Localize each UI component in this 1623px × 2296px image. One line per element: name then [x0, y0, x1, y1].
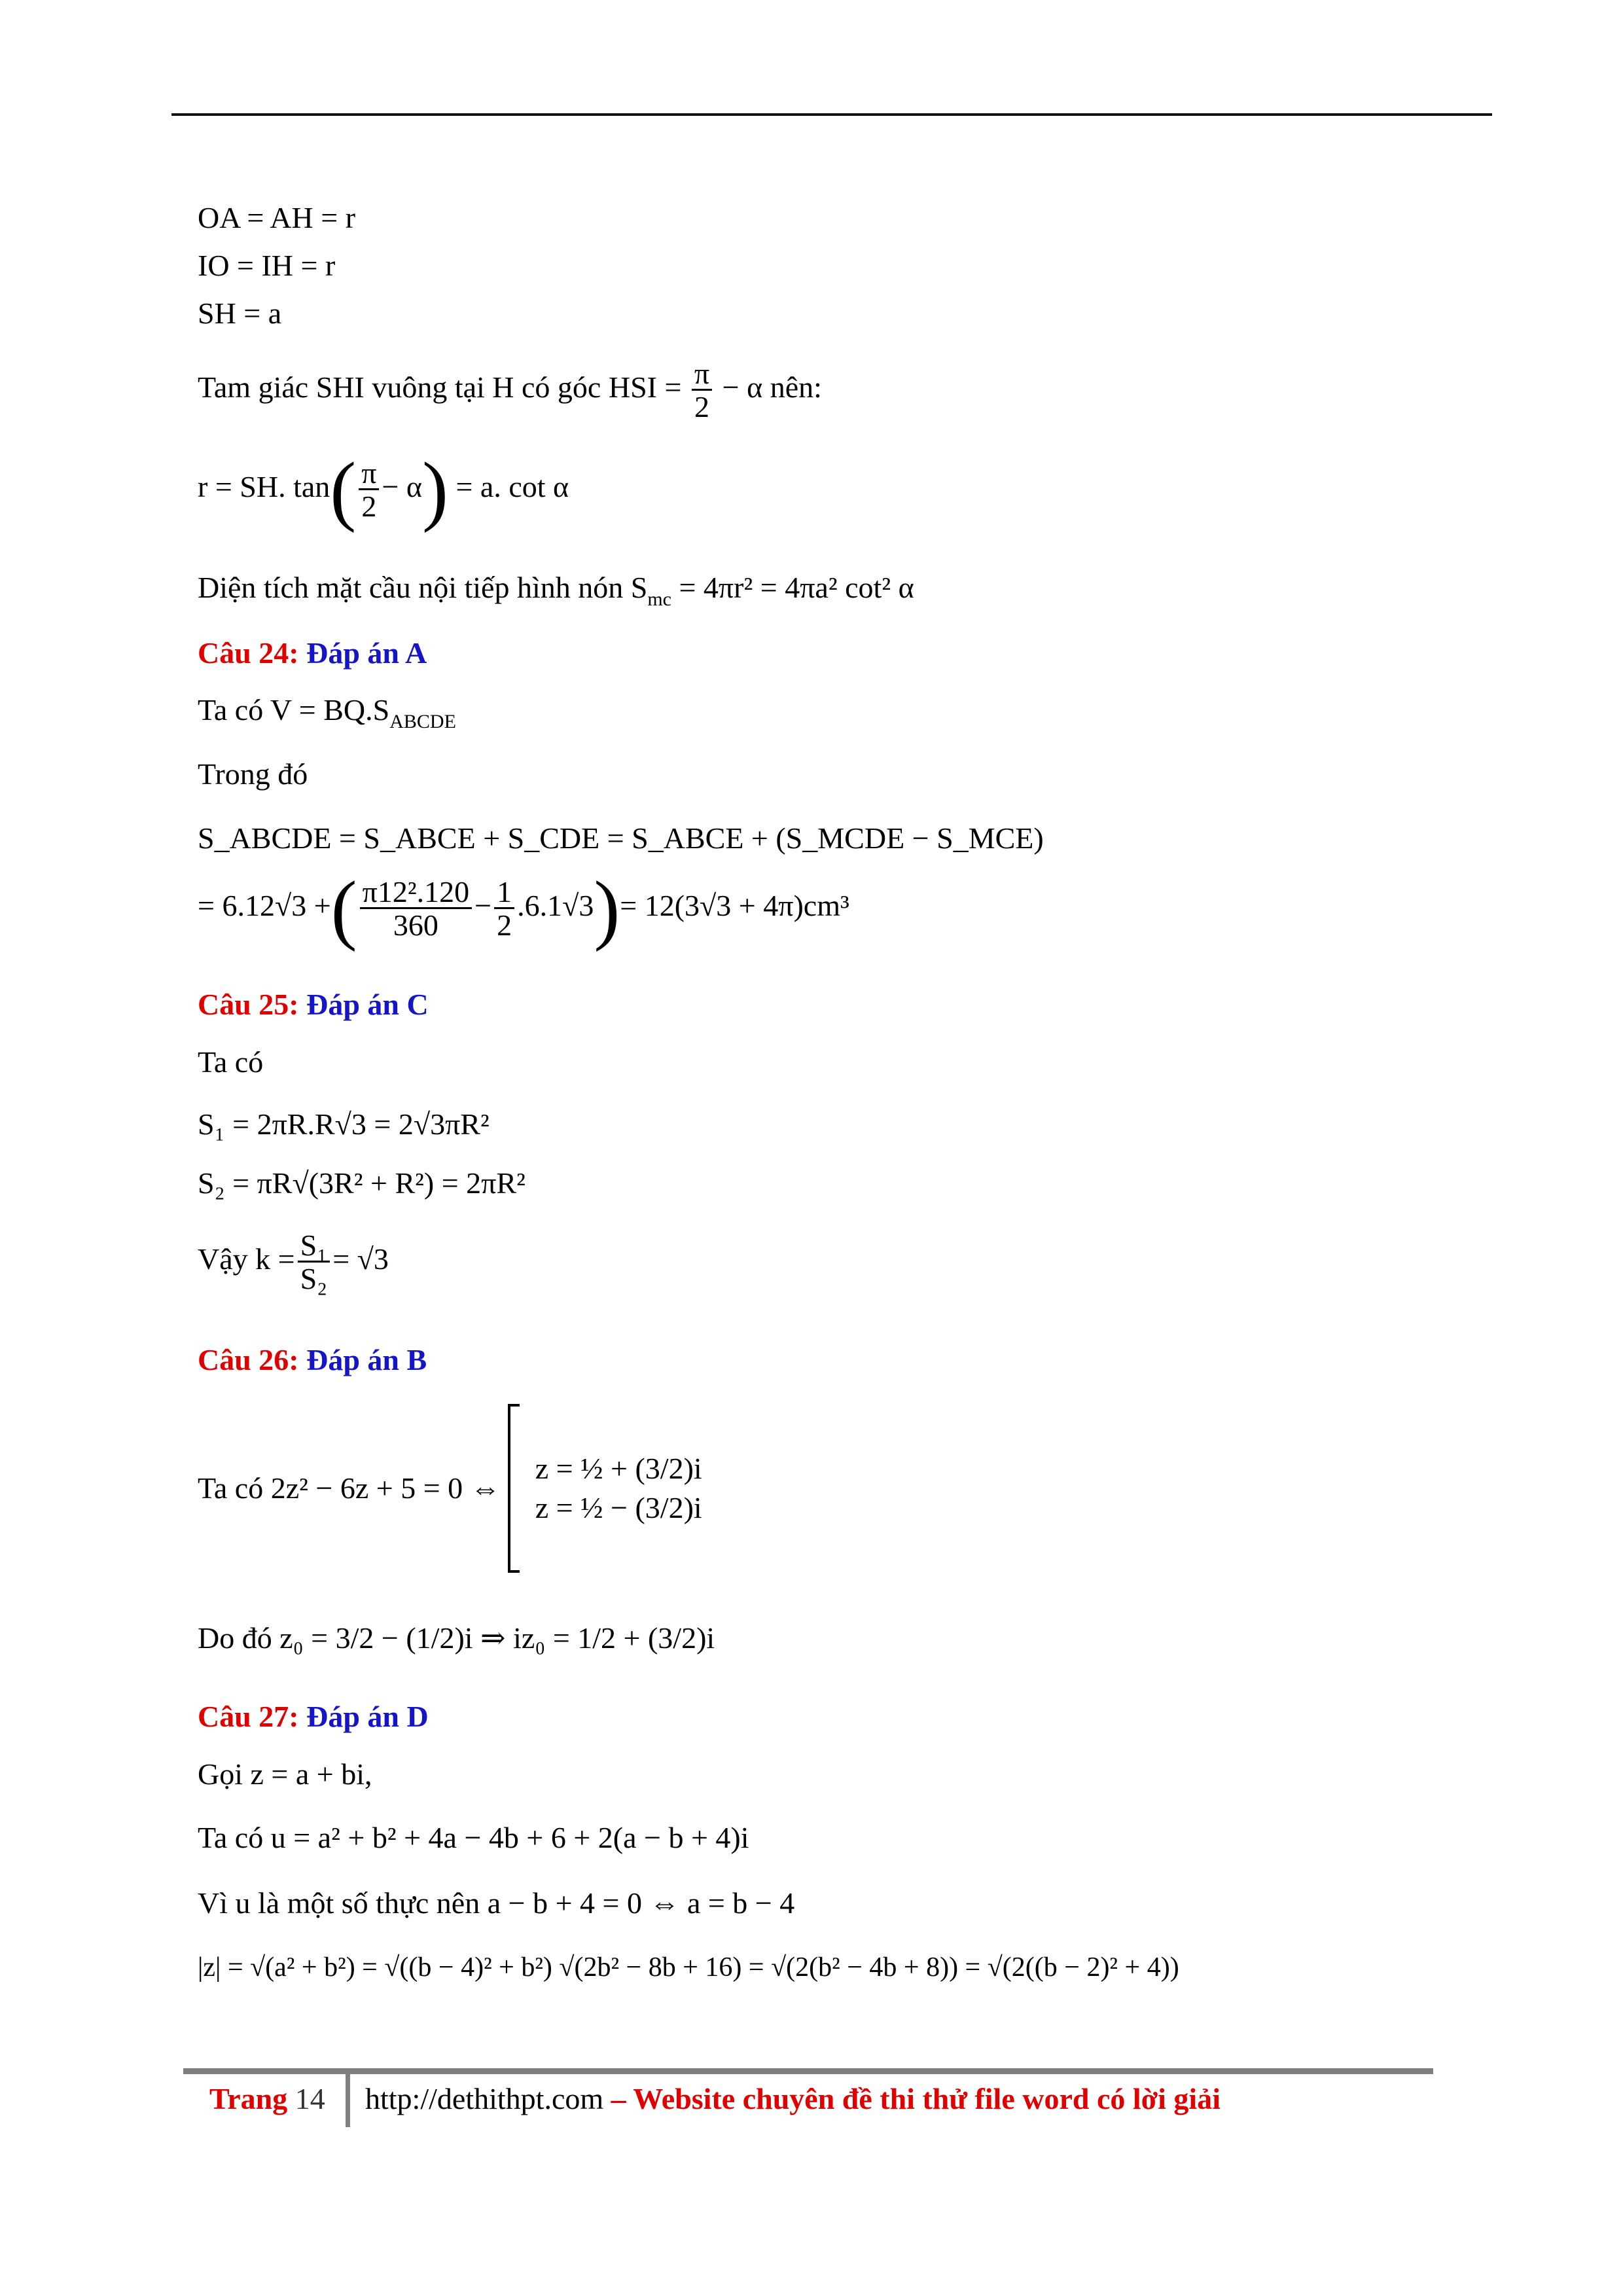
text-line: Diện tích mặt cầu nội tiếp hình nón $S_{mc} = 4\pi r^2 = 4\pi a^2$ cot² α [198, 571, 914, 610]
equation-line: IO = IH = r [198, 249, 336, 282]
question-label: Câu 25: [198, 988, 299, 1021]
page-number: Trang 14 [209, 2082, 325, 2115]
question-label: Câu 26: [198, 1343, 299, 1376]
text-line: Trong đó [198, 757, 308, 791]
equation-line: Ta có 2z² − 6z + 5 = 0 ⇔ z = ½ + (3/2)i z = ½ − (3/2)i [198, 1404, 702, 1573]
equation-line: OA = AH = r [198, 201, 356, 234]
footer-divider [346, 2072, 350, 2127]
answer-label: Đáp án A [306, 636, 427, 670]
text-line: Ta có $V = BQ.S_{ABCDE}$ [198, 693, 456, 732]
text-line: Gọi z = a + bi, [198, 1757, 372, 1791]
equation-line: SH = a [198, 296, 282, 330]
header-rule [171, 113, 1492, 116]
solution-system: z = ½ + (3/2)i z = ½ − (3/2)i [535, 1452, 702, 1524]
question-heading [198, 638, 427, 668]
answer-label: Đáp án C [306, 988, 429, 1021]
fraction: $\frac{\pi}{2}$ [692, 359, 712, 422]
answer-label: Đáp án B [306, 1343, 427, 1376]
solution-bracket [508, 1404, 520, 1573]
question-heading [198, 1702, 429, 1732]
equation-line: S_ABCDE = S_ABCE + S_CDE = S_ABCE + (S_MCDE − S_MCE) [198, 821, 1044, 855]
equation-line: Ta có u = a² + b² + 4a − 4b + 6 + 2(a − b + 4)i [198, 1821, 749, 1854]
equation-line: = 6.12√3 +( $\frac{\text{π12².120}}{360}$ − $\frac{1}{2}$ .6.1√3)= 12(3√3 + 4π)cm³ [198, 865, 849, 952]
equation-line: Vậy k = $\frac{\text{S₁}}{\text{S₂}}$ = √3 [198, 1229, 389, 1295]
question-heading [198, 990, 429, 1020]
footer-rule [183, 2068, 1433, 2074]
text-line: Tam giác SHI vuông tại H có góc HSI = $\frac{\pi}{2}$ − α nên: [198, 357, 822, 423]
equation-line: S₁ = 2πR.R√3 = 2√3πR² [198, 1107, 490, 1141]
equation-line: S₂ = πR√(3R² + R²) = 2πR² [198, 1166, 526, 1200]
equation-line: |z| = √(a² + b²) = √((b − 4)² + b²) √(2b² − 8b + 16) = √(2(b² − 4b + 8)) = √(2((b − 2)² + 4)) [198, 1952, 1179, 1982]
question-label: Câu 27: [198, 1700, 299, 1733]
answer-label: Đáp án D [306, 1700, 429, 1733]
question-heading [198, 1345, 427, 1375]
text-line: Vì u là một số thực nên a − b + 4 = 0 ⇔ a = b − 4 [198, 1886, 795, 1920]
equation-line: r = SH. tan( $\frac{\pi}{2}$ − α) = a. cot α [198, 446, 569, 533]
question-label: Câu 24: [198, 636, 299, 670]
text-line: Ta có [198, 1045, 264, 1079]
equation-line: Do đó z₀ = 3/2 − (1/2)i ⇒ iz₀ = 1/2 + (3/2)i [198, 1621, 715, 1655]
footer-link[interactable]: http://dethithpt.com [365, 2082, 604, 2115]
footer-text: http://dethithpt.com – Website chuyên đề thi thử file word có lời giải [365, 2082, 1221, 2115]
